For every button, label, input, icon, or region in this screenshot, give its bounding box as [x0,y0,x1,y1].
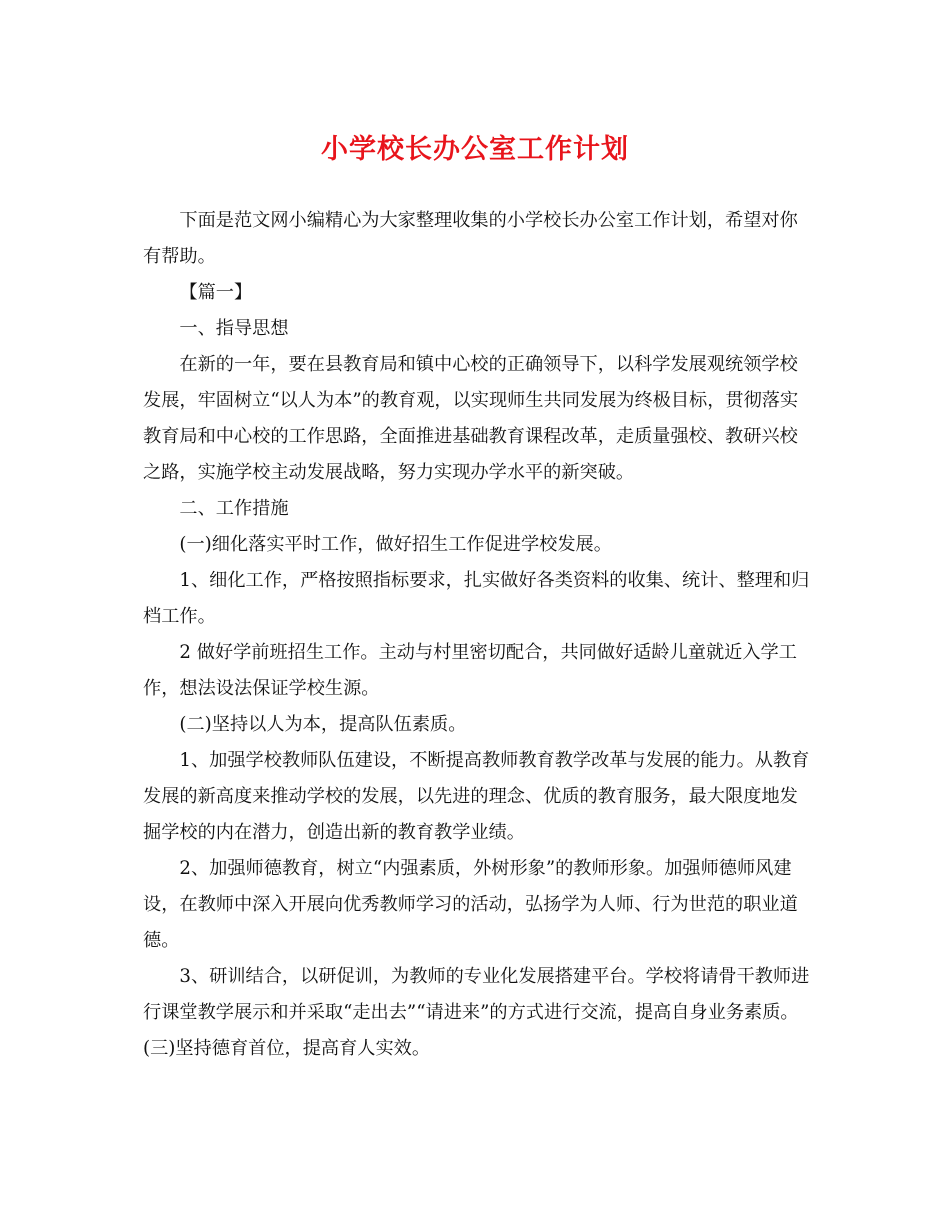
subheading-measure-two: (二)坚持以人为本，提高队伍素质。 [179,714,467,735]
item-2-paragraph: 2 做好学前班招生工作。主动与村里密切配合，共同做好适龄儿童就近入学工作，想法设法保证学校生源。 [143,642,797,699]
intro-paragraph: 下面是范文网小编精心为大家整理收集的小学校长办公室工作计划，希望对你有帮助。 [143,210,798,267]
section-heading-part-one: 【篇一】 [179,282,253,303]
heading-work-measures: 二、工作措施 [179,498,289,519]
item-2-2-paragraph: 2、加强师德教育，树立“内强素质，外树形象”的教师形象。加强师德师风建设，在教师中深入开展向优秀教师学习的活动，弘扬学为人师、行为世范的职业道德。 [143,858,798,951]
item-2-1-paragraph: 1、加强学校教师队伍建设，不断提高教师教育教学改革与发展的能力。从教育发展的新高度来推动学校的发展，以先进的理念、优质的教育服务，最大限度地发掘学校的内在潜力，创造出新的教育教学业绩。 [143,750,810,843]
heading-guiding-ideology: 一、指导思想 [179,318,289,339]
item-2-3-paragraph: 3、研训结合，以研促训，为教师的专业化发展搭建平台。学校将请骨干教师进行课堂教学展示和并采取“走出去”“请进来”的方式进行交流，提高自身业务素质。 (三)坚持德育首位，提高育人实效。 [143,966,810,1059]
document-title: 小学校长办公室工作计划 [321,134,629,165]
subheading-measure-one: (一)细化落实平时工作，做好招生工作促进学校发展。 [179,534,612,555]
document-body [143,203,811,1067]
item-1-paragraph: 1、细化工作，严格按照指标要求，扎实做好各类资料的收集、统计、整理和归档工作。 [143,570,810,627]
paragraph-guiding-ideology: 在新的一年，要在县教育局和镇中心校的正确领导下，以科学发展观统领学校发展，牢固树立“以人为本”的教育观，以实现师生共同发展为终极目标，贯彻落实教育局和中心校的工作思路，全面推进基础教育课程改革，走质量强校、教研兴校之路，实施学校主动发展战略，努力实现办学水平的新突破。 [143,354,799,483]
